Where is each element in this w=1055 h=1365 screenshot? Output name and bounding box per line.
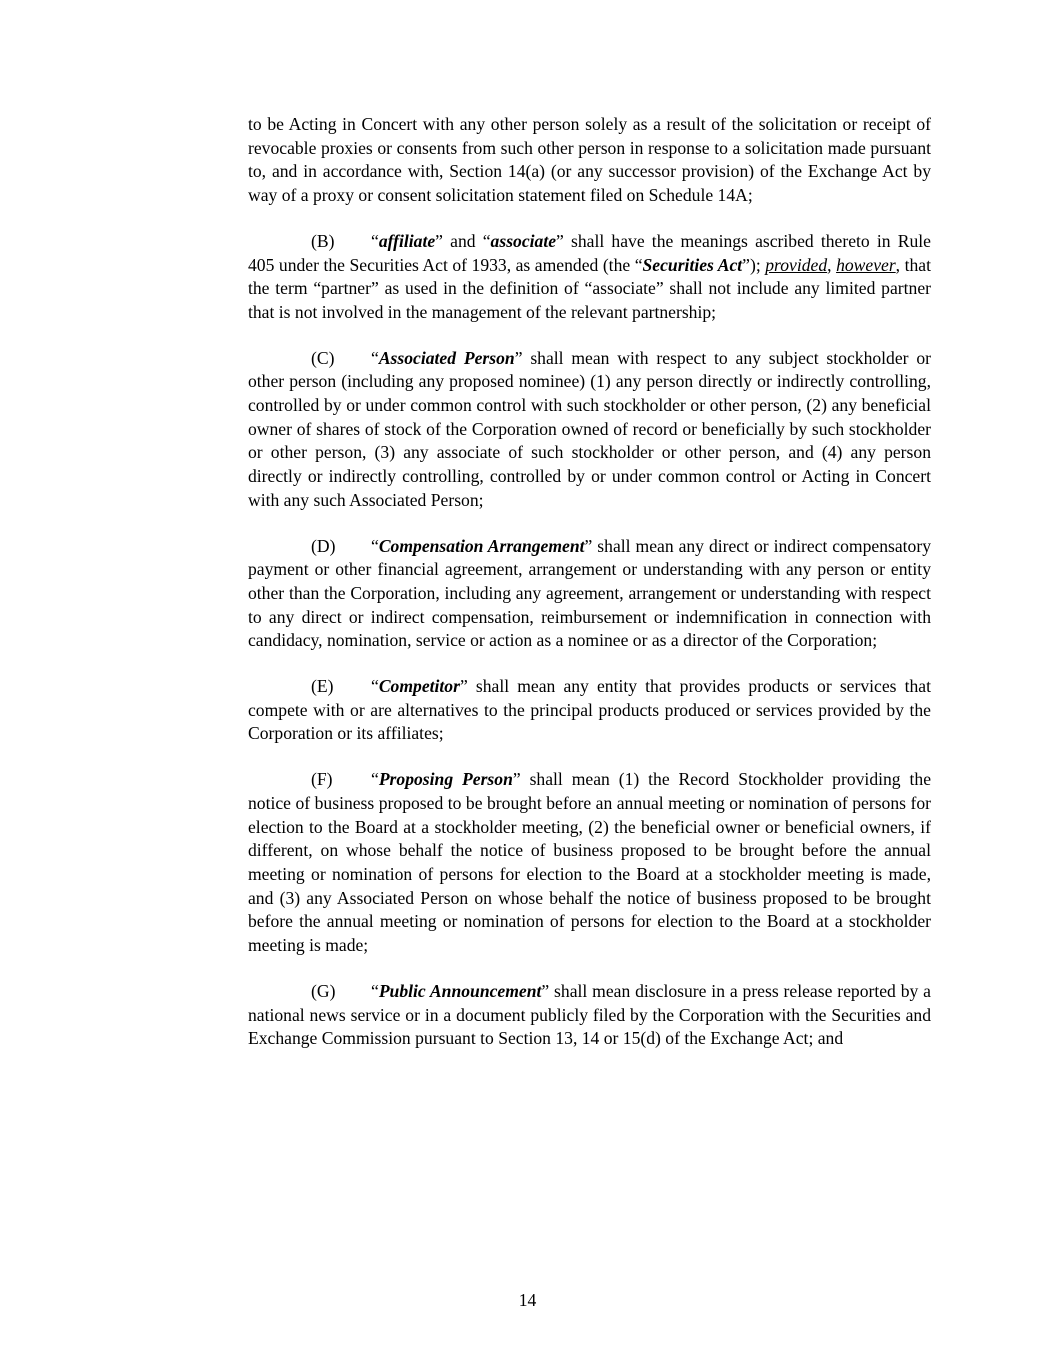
clause-label: (E) <box>311 676 334 697</box>
clause-label: (G) <box>311 980 336 1001</box>
defined-term: Competitor <box>378 676 460 697</box>
quote-mark: “ <box>371 347 379 368</box>
paragraph-text: ” shall mean any entity that provides products or services that compete with or are alternatives to the principal products produced or services provided by the Corporation or its affiliates; <box>248 676 931 744</box>
text-fragment: ” and “ <box>435 230 491 251</box>
paragraph-text: ” shall mean any direct or indirect compensatory payment or other financial agreement, arrangement or understanding with any person or entity other than the Corporation, including any agreement, arrangement or understanding with respect to any direct or indirect compensation, reimbursement or indemnification in connection with candidacy, nomination, service or action as a nominee or as a director of the Corporation; <box>248 535 931 651</box>
defined-term: Proposing Person <box>378 769 513 790</box>
clause-label: (C) <box>311 347 335 368</box>
quote-mark: “ <box>371 535 379 556</box>
paragraph-c <box>248 347 931 513</box>
defined-term: Public Announcement <box>378 980 542 1001</box>
paragraph-g <box>248 980 931 1051</box>
text-fragment: ”); <box>742 254 766 275</box>
underlined-term: however <box>836 254 896 275</box>
clause-label: (B) <box>311 230 335 251</box>
text-fragment: , <box>827 254 837 275</box>
quote-mark: “ <box>371 230 379 251</box>
defined-term: Associated Person <box>378 347 515 368</box>
underlined-term: provided <box>765 254 828 275</box>
quote-mark: “ <box>371 676 379 697</box>
paragraph-text: ” shall mean (1) the Record Stockholder providing the notice of business proposed to be brought before an annual meeting or nomination of persons for election to the Board at a stockholder meeting, (2) the beneficial owner or beneficial owners, if different, on whose behalf the notice of business proposed to be brought before the annual meeting or nomination of persons for election to the Board at a stockholder meeting is made, and (3) any Associated Person on whose behalf the notice of business proposed to be brought before the annual meeting or nomination of persons for election to the Board at a stockholder meeting is made; <box>248 769 932 956</box>
defined-term: Compensation Arrangement <box>378 535 585 556</box>
quote-mark: “ <box>371 769 379 790</box>
paragraph-f <box>248 768 931 958</box>
paragraph-intro <box>248 113 931 208</box>
defined-term: Securities Act <box>642 254 743 275</box>
paragraph-b <box>248 230 931 325</box>
paragraph-text: to be Acting in Concert with any other person solely as a result of the solicitation or receipt of revocable proxies or consents from such other person in response to a solicitation made pursuant to, and in accordance with, Section 14(a) (or any successor provision) of the Exchange Act by way of a proxy or consent solicitation statement filed on Schedule 14A; <box>248 114 931 206</box>
clause-label: (F) <box>311 769 333 790</box>
text-fragment: , that the term “partner” as used in the definition of “associate” shall not include any limited partner that is not involved in the management of the relevant partnership; <box>248 254 931 322</box>
defined-term: associate <box>490 230 557 251</box>
paragraph-text: ” shall mean with respect to any subject stockholder or other person (including any proposed nominee) (1) any person directly or indirectly controlling, controlled by or under common control with such stockholder or other person, (2) any beneficial owner of shares of stock of the Corporation owned of record or beneficially by such stockholder or other person, (3) any associate of such stockholder or other person, and (4) any person directly or indirectly controlling, controlled by or under common control or Acting in Concert with any such Associated Person; <box>248 347 931 510</box>
body-text <box>248 113 931 1073</box>
clause-label: (D) <box>311 535 336 556</box>
text-fragment: ” shall have the meanings ascribed thereto in Rule 405 under the Securities Act of 1933, as amended (the “ <box>248 230 931 275</box>
paragraph-d <box>248 535 931 654</box>
paragraph-text: ” shall mean disclosure in a press release reported by a national news service or in a document publicly filed by the Corporation with the Securities and Exchange Commission pursuant to Section 13, 14 or 15(d) of the Exchange Act; and <box>248 980 931 1049</box>
defined-term: affiliate <box>378 230 436 251</box>
paragraph-e <box>248 675 931 746</box>
quote-mark: “ <box>371 980 379 1001</box>
page-number: 14 <box>518 1290 537 1310</box>
